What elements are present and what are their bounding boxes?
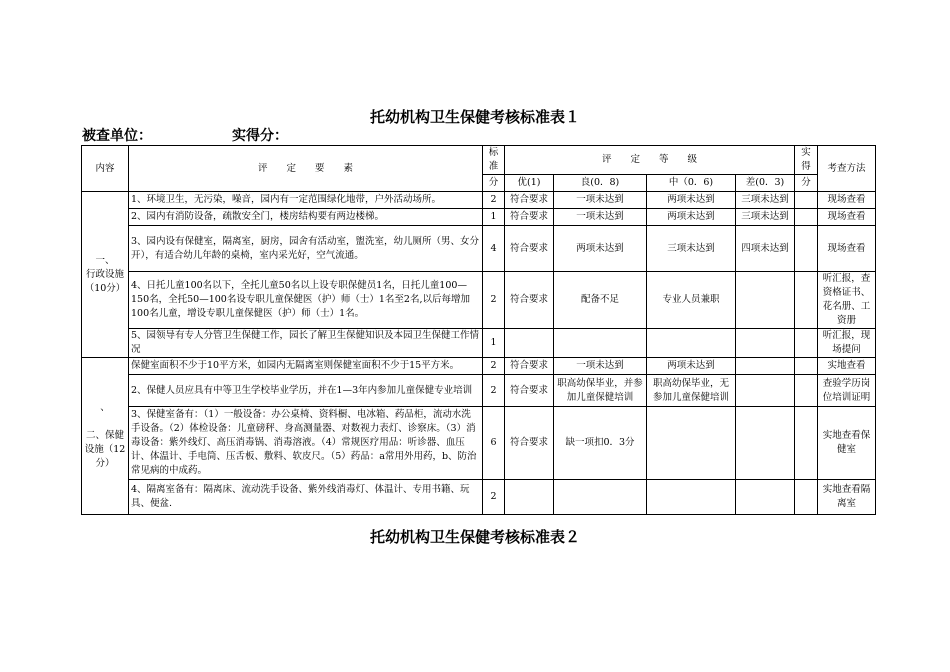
standard-score-cell: 4 [483, 226, 505, 272]
standard-score-cell: 6 [483, 407, 505, 480]
header-excellent: 优(1) [505, 175, 554, 192]
grade-good-cell: 职高幼保毕业，并参加儿童保健培训 [554, 375, 647, 407]
grade-excellent-cell: 符合要求 [505, 375, 554, 407]
actual-score-cell [795, 272, 818, 329]
method-cell: 现场查看 [818, 192, 876, 209]
header-good: 良(0．8) [554, 175, 647, 192]
header-criteria: 评 定 要 素 [129, 146, 483, 192]
criteria-cell: 保健室面积不少于10平方米，如园内无隔离室则保健室面积不少于15平方米。 [129, 358, 483, 375]
grade-medium-cell: 两项未达到 [647, 192, 736, 209]
grade-medium-cell: 职高幼保毕业，无参加儿童保健培训 [647, 375, 736, 407]
standard-score-cell: 2 [483, 272, 505, 329]
header-method: 考查方法 [818, 146, 876, 192]
method-cell: 现场查看 [818, 209, 876, 226]
grade-good-cell: 缺一项扣0．3分 [554, 407, 647, 480]
grade-poor-cell [736, 375, 795, 407]
grade-medium-cell [647, 329, 736, 358]
method-cell: 实地查看隔离室 [818, 480, 876, 515]
grade-medium-cell: 两项未达到 [647, 358, 736, 375]
grade-medium-cell: 两项未达到 [647, 209, 736, 226]
criteria-cell: 1、环境卫生，无污染，噪音，园内有一定范围绿化地带，户外活动场所。 [129, 192, 483, 209]
section-label: 一、 行政设施（10分） [82, 192, 129, 358]
table-row [82, 329, 876, 358]
grade-excellent-cell: 符合要求 [505, 226, 554, 272]
criteria-cell: 2、园内有消防设备，疏散安全门，楼房结构要有两边楼梯。 [129, 209, 483, 226]
header-std-score-top: 标准 [483, 146, 505, 175]
table-row [82, 480, 876, 515]
standard-score-cell: 2 [483, 480, 505, 515]
table-row [82, 407, 876, 480]
criteria-cell: 2、保健人员应具有中等卫生学校毕业学历，并在1—3年内参加儿童保健专业培训 [129, 375, 483, 407]
grade-good-cell [554, 329, 647, 358]
grade-excellent-cell [505, 480, 554, 515]
grade-medium-cell [647, 407, 736, 480]
actual-score-cell [795, 192, 818, 209]
grade-excellent-cell: 符合要求 [505, 358, 554, 375]
grade-excellent-cell: 符合要求 [505, 192, 554, 209]
table-row [82, 375, 876, 407]
grade-poor-cell [736, 329, 795, 358]
table-row [82, 192, 876, 209]
criteria-cell: 3、保健室备有：（1）一般设备：办公桌椅、资料橱、电冰箱、药品柜，流动水洗手设备。（2）体检设备：儿童磅秤、身高测量器、对数视力表灯、诊察床。（3）消毒设备：紫外线灯、高压消毒锅、消毒溶液。（4）常规医疗用品：听诊器、血压计、体温计、手电筒、压舌板、敷料、软皮尺。（5）药品：a常用外用药，b、防治常见病的中成药。 [129, 407, 483, 480]
criteria-cell: 3、园内设有保健室，隔离室，厨房，园舍有活动室，盥洗室，幼儿厕所（男、女分开），有适合幼儿年龄的桌椅，室内采光好，空气流通。 [129, 226, 483, 272]
method-cell: 查验学历岗位培训证明 [818, 375, 876, 407]
grade-excellent-cell: 符合要求 [505, 272, 554, 329]
grade-excellent-cell: 符合要求 [505, 209, 554, 226]
grade-poor-cell [736, 407, 795, 480]
actual-score-cell [795, 358, 818, 375]
method-cell: 听汇报，现场提问 [818, 329, 876, 358]
grade-good-cell [554, 480, 647, 515]
standard-score-cell: 1 [483, 329, 505, 358]
grade-good-cell: 一项未达到 [554, 209, 647, 226]
method-cell: 实地查看 [818, 358, 876, 375]
inspected-unit-label: 被查单位： [82, 128, 152, 144]
grade-excellent-cell: 符合要求 [505, 407, 554, 480]
actual-score-cell [795, 407, 818, 480]
grade-poor-cell: 三项未达到 [736, 209, 795, 226]
standard-score-cell: 2 [483, 192, 505, 209]
header-actual-top: 实得 [795, 146, 818, 175]
actual-score-cell [795, 329, 818, 358]
grade-poor-cell [736, 272, 795, 329]
assessment-table [81, 145, 876, 515]
criteria-cell: 4、日托儿童100名以下，全托儿童50名以上设专职保健员1名，日托儿童100—150名，全托50—100名设专职儿童保健医（护）师（士）1名至2名,以后每增加100名儿童，增设专职儿童保健医（护）师（士）1名。 [129, 272, 483, 329]
actual-score-cell [795, 480, 818, 515]
method-cell: 听汇报，查资格证书、花名册、工资册 [818, 272, 876, 329]
method-cell: 实地查看保健室 [818, 407, 876, 480]
grade-medium-cell: 专业人员兼职 [647, 272, 736, 329]
header-content: 内容 [82, 146, 129, 192]
table-row [82, 226, 876, 272]
grade-poor-cell: 三项未达到 [736, 192, 795, 209]
actual-score-cell [795, 375, 818, 407]
standard-score-cell: 1 [483, 209, 505, 226]
grade-good-cell: 一项未达到 [554, 358, 647, 375]
grade-medium-cell [647, 480, 736, 515]
header-medium: 中（0．6) [647, 175, 736, 192]
header-poor: 差(0．3) [736, 175, 795, 192]
grade-good-cell: 两项未达到 [554, 226, 647, 272]
table-row [82, 272, 876, 329]
actual-score-cell [795, 209, 818, 226]
grade-medium-cell: 三项未达到 [647, 226, 736, 272]
header-grade: 评 定 等 级 [505, 146, 795, 175]
table-row [82, 358, 876, 375]
header-std-score-bottom: 分 [483, 175, 505, 192]
grade-good-cell: 配备不足 [554, 272, 647, 329]
grade-poor-cell: 四项未达到 [736, 226, 795, 272]
table2-title: 托幼机构卫生保健考核标准表２ [369, 528, 580, 546]
actual-score-label: 实得分： [232, 128, 288, 144]
standard-score-cell: 2 [483, 375, 505, 407]
table1-title: 托幼机构卫生保健考核标准表１ [369, 108, 580, 126]
section-label: 、 二、保健设施（12分） [82, 358, 129, 515]
grade-poor-cell [736, 358, 795, 375]
grade-poor-cell [736, 480, 795, 515]
grade-excellent-cell [505, 329, 554, 358]
method-cell: 现场查看 [818, 226, 876, 272]
standard-score-cell: 2 [483, 358, 505, 375]
header-actual-bottom: 分 [795, 175, 818, 192]
actual-score-cell [795, 226, 818, 272]
table-row [82, 209, 876, 226]
criteria-cell: 5、园领导有专人分管卫生保健工作，园长了解卫生保健知识及本园卫生保健工作情况 [129, 329, 483, 358]
criteria-cell: 4、隔离室备有：隔离床、流动洗手设备、紫外线消毒灯、体温计、专用书籍、玩具、便盆. [129, 480, 483, 515]
grade-good-cell: 一项未达到 [554, 192, 647, 209]
